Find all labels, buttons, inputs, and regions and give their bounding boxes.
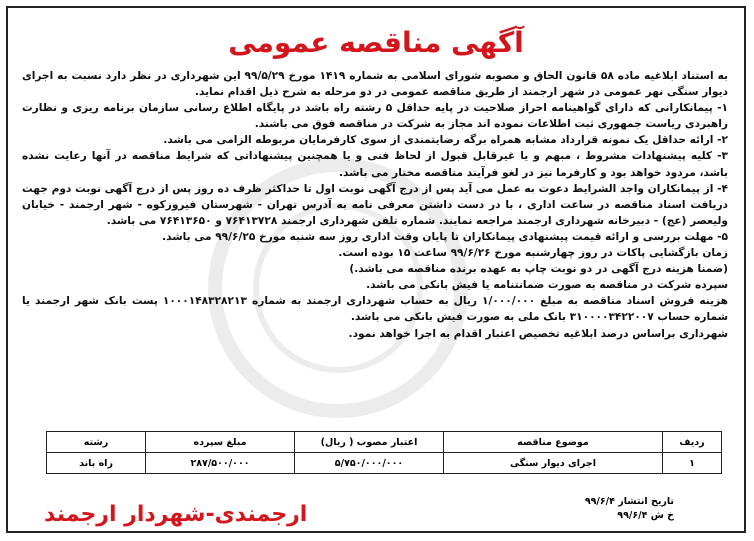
paragraph-intro: به استناد ابلاغیه ماده ۵۸ قانون الحاق و مصوبه شورای اسلامی به شماره ۱۴۱۹ مورخ ۹۹/۵/۲۹ این شهرداری در نظر دارد نسبت به اجرای دیوار سنگی نهر عمومی در شهر ارجمند از طریق مناقصه عمومی در دو مرحله به شرح ذیل اقدام نماید. (22, 70, 729, 99)
cell-row-no: ۱ (663, 453, 722, 474)
paragraph-opening: زمان بازگشایی پاکات در روز چهارشنبه مورخ ۹۹/۶/۲۶ ساعت ۱۵ بوده است. (338, 247, 728, 260)
paragraph-deposit: سپرده شرکت در مناقصه به صورت ضمانتنامه یا فیش بانکی می باشد. (366, 279, 728, 292)
signature: ارجمندی-شهردار ارجمند (44, 502, 308, 527)
paragraph-docs-fee: هزینه فروش اسناد مناقصه به مبلغ ۱/۰۰۰/۰۰۰ ریال به حساب شهرداری ارجمند به شماره ۱۰۰۰۱۴۸۳۲۸۲۱۳ پست بانک شهر ارجمند یا شماره حساب ۳۱۰۰۰۰۳۴۲۲۰۰۷ بانک ملی به صورت فیش بانکی می باشد. (22, 295, 728, 324)
paragraph-item-2: ۲- ارائه حداقل یک نمونه قرارداد مشابه همراه برگه رضایتمندی از سوی کارفرمایان مربوطه الزامی می باشد. (163, 134, 728, 147)
col-header-deposit: مبلغ سپرده (146, 432, 295, 453)
paragraph-ad-cost: (ضمنا هزینه درج آگهی در دو نوبت چاپ به عهده برنده مناقصه می باشد.) (349, 263, 728, 276)
cell-subject: اجرای دیوار سنگی (444, 453, 663, 474)
table-header-row (47, 432, 722, 453)
ad-body (22, 68, 728, 342)
tender-table (46, 431, 722, 474)
col-header-row-no: ردیف (663, 432, 722, 453)
cell-field: راه باند (47, 453, 146, 474)
col-header-budget: اعتبار مصوب ( ریال) (295, 432, 444, 453)
col-header-subject: موضوع مناقصه (444, 432, 663, 453)
paragraph-item-1: ۱- پیمانکارانی که دارای گواهینامه احراز صلاحیت در پایه حداقل ۵ رشته راه باشد در پایگاه اطلاع رسانی سازمان برنامه ریزی و نظارت راهبردی ریاست جمهوری ثبت اطلاعات نموده اند مجاز به شرکت در مناقصه فوق می باشند. (22, 102, 728, 131)
paragraph-item-3: ۳- کلیه پیشنهادات مشروط ، مبهم و یا غیرقابل قبول از لحاظ فنی و یا همچنین پیشنهاداتی که شرایط مناقصه در آنها رعایت نشده باشد، مردود خواهد بود و کارفرما نیز در لغو فرآیند مناقصه مختار می باشد. (22, 150, 728, 179)
ad-title: آگهی مناقصه عمومی (228, 26, 524, 59)
col-header-field: رشته (47, 432, 146, 453)
paragraph-item-5: ۵- مهلت بررسی و ارائه قیمت پیشنهادی پیمانکاران تا پایان وقت اداری روز سه شنبه مورخ ۹۹/۶/۲۵ می باشد. (162, 230, 728, 243)
footer-dates (585, 495, 674, 523)
ad-frame (6, 6, 746, 533)
publish-date: تاریخ انتشار ۹۹/۶/۴ (584, 496, 674, 507)
paragraph-item-4: ۴- از پیمانکاران واجد الشرایط دعوت به عمل می آید پس از درج آگهی نوبت اول تا حداکثر ظرف ده روز پس از درج آگهی نوبت دوم جهت دریافت اسناد مناقصه در ساعت اداری ، با در دست داشتن معرفی نامه به آدرس تهران - شهرستان فیروزکوه - شهر ارجمند - خیابان ولیعصر (عج) - دبیرخانه شهرداری ارجمند مراجعه نمایند. شماره تلفن شهرداری ارجمند ۷۶۴۱۳۷۲۸ و ۷۶۴۱۳۶۵۰ می باشد. (22, 182, 728, 227)
paragraph-funding: شهرداری براساس درصد ابلاغیه تخصیص اعتبار اقدام به اجرا خواهد نمود. (348, 327, 728, 340)
table-row (47, 453, 722, 474)
cell-deposit: ۲۸۷/۵۰۰/۰۰۰ (146, 453, 295, 474)
cell-budget: ۵/۷۵۰/۰۰۰/۰۰۰ (295, 453, 444, 474)
ad-code: خ ش ۹۹/۶/۴ (617, 510, 674, 521)
